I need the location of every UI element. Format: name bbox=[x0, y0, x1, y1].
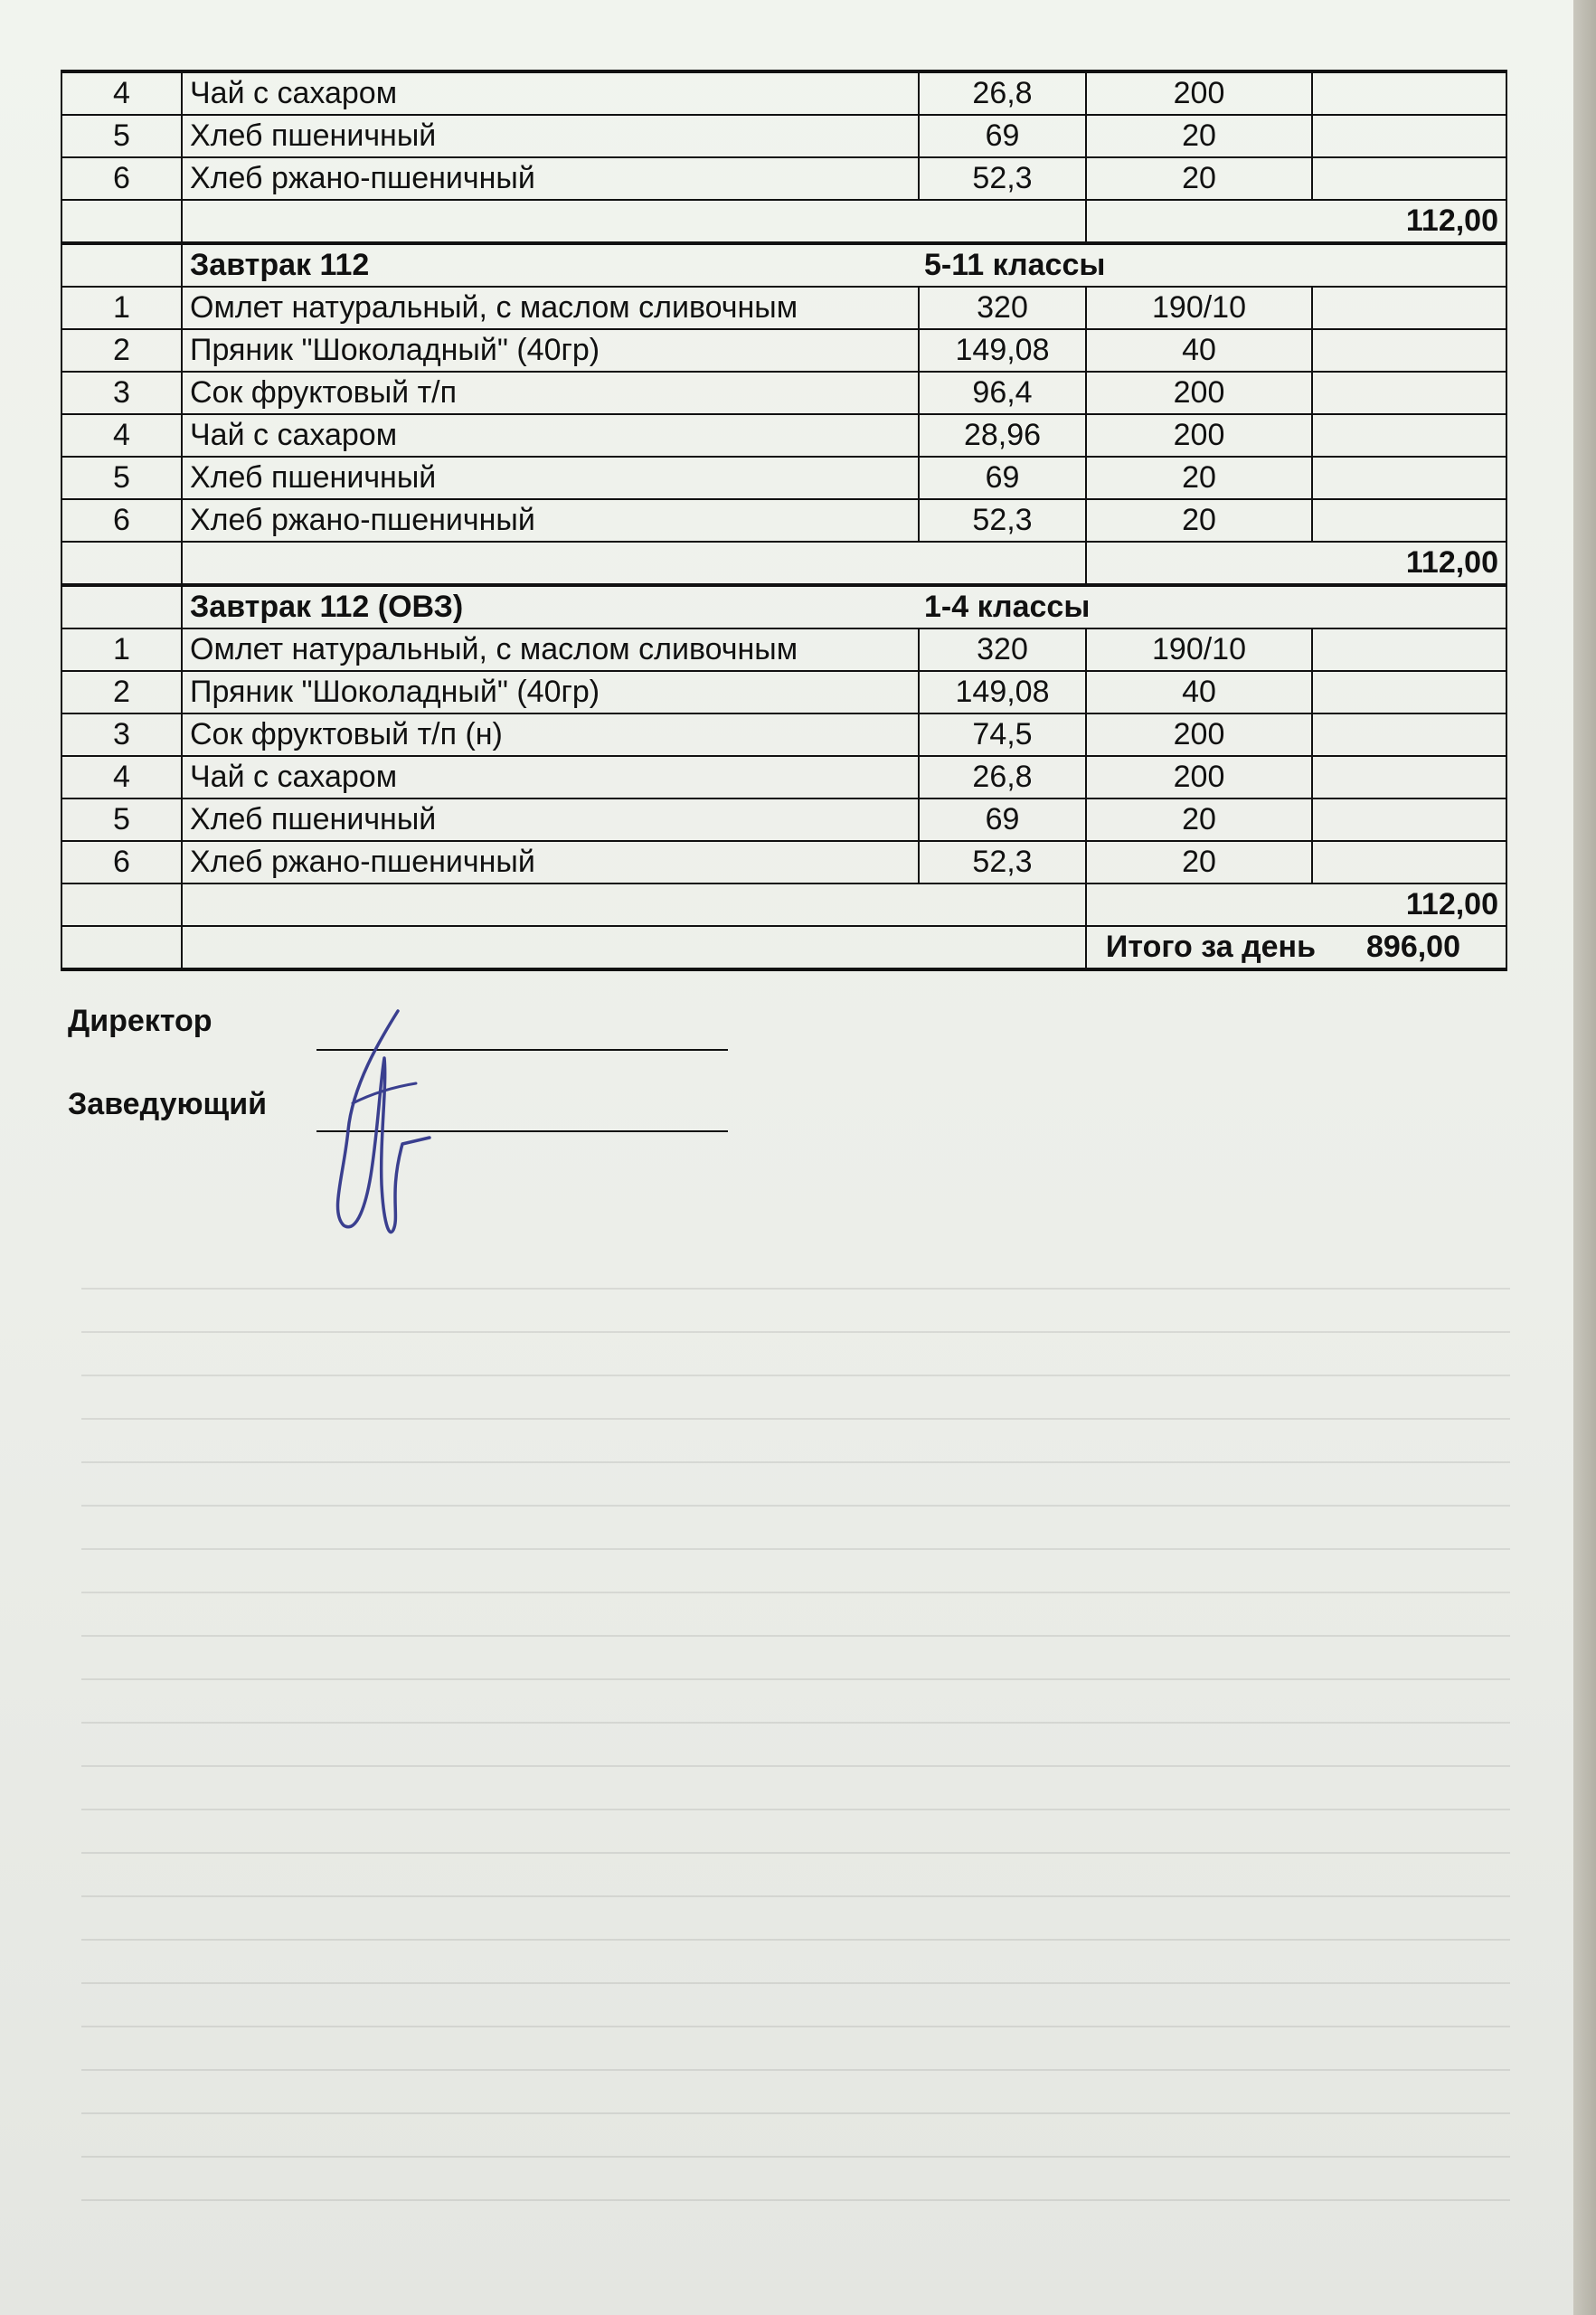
row-number: 1 bbox=[61, 287, 182, 329]
table-row bbox=[61, 841, 1506, 883]
dish-price: 96,4 bbox=[919, 372, 1086, 414]
subtotal-row bbox=[61, 542, 1506, 585]
dish-price: 69 bbox=[919, 457, 1086, 499]
table-row bbox=[61, 414, 1506, 457]
group-header-row bbox=[61, 585, 1506, 628]
empty-cell bbox=[1312, 115, 1506, 157]
table-row bbox=[61, 329, 1506, 372]
empty-cell bbox=[1312, 671, 1506, 713]
empty-cell bbox=[1312, 713, 1506, 756]
dish-weight: 20 bbox=[1086, 841, 1312, 883]
handwritten-signature bbox=[316, 1004, 452, 1248]
dish-weight: 20 bbox=[1086, 457, 1312, 499]
subtotal-value: 112,00 bbox=[1086, 883, 1506, 926]
table-row bbox=[61, 798, 1506, 841]
dish-price: 320 bbox=[919, 287, 1086, 329]
dish-weight: 20 bbox=[1086, 115, 1312, 157]
table-row bbox=[61, 756, 1506, 798]
table-row bbox=[61, 287, 1506, 329]
row-number: 5 bbox=[61, 115, 182, 157]
director-label: Директор bbox=[68, 1004, 212, 1038]
day-total bbox=[1086, 926, 1506, 969]
dish-price: 26,8 bbox=[919, 756, 1086, 798]
empty-cell bbox=[1312, 71, 1506, 115]
row-number: 4 bbox=[61, 71, 182, 115]
row-number: 6 bbox=[61, 841, 182, 883]
dish-name: Омлет натуральный, с маслом сливочным bbox=[182, 287, 919, 329]
dish-price: 52,3 bbox=[919, 841, 1086, 883]
dish-price: 52,3 bbox=[919, 499, 1086, 542]
empty-cell bbox=[1312, 756, 1506, 798]
group-title: Завтрак 112 (ОВЗ) bbox=[190, 590, 464, 624]
group-title: Завтрак 112 bbox=[190, 248, 370, 282]
empty-cell bbox=[1312, 287, 1506, 329]
dish-weight: 20 bbox=[1086, 798, 1312, 841]
day-total-row bbox=[61, 926, 1506, 969]
table-row bbox=[61, 499, 1506, 542]
dish-name: Сок фруктовый т/п (н) bbox=[182, 713, 919, 756]
dish-weight: 200 bbox=[1086, 756, 1312, 798]
dish-name: Пряник "Шоколадный" (40гр) bbox=[182, 329, 919, 372]
empty-cell bbox=[1312, 414, 1506, 457]
dish-price: 149,08 bbox=[919, 671, 1086, 713]
dish-price: 320 bbox=[919, 628, 1086, 671]
dish-name: Хлеб ржано-пшеничный bbox=[182, 841, 919, 883]
manager-label: Заведующий bbox=[68, 1087, 268, 1121]
subtotal-value: 112,00 bbox=[1086, 542, 1506, 585]
empty-cell bbox=[182, 883, 1086, 926]
dish-name: Хлеб пшеничный bbox=[182, 457, 919, 499]
dish-weight: 200 bbox=[1086, 414, 1312, 457]
dish-weight: 190/10 bbox=[1086, 287, 1312, 329]
subtotal-row bbox=[61, 883, 1506, 926]
dish-price: 28,96 bbox=[919, 414, 1086, 457]
empty-cell bbox=[182, 542, 1086, 585]
group-header bbox=[182, 585, 1506, 628]
empty-cell bbox=[182, 200, 1086, 243]
row-number: 3 bbox=[61, 713, 182, 756]
row-number: 1 bbox=[61, 628, 182, 671]
empty-cell bbox=[61, 585, 182, 628]
group-grades: 5-11 классы bbox=[924, 248, 1106, 282]
dish-price: 74,5 bbox=[919, 713, 1086, 756]
table-row bbox=[61, 713, 1506, 756]
dish-price: 149,08 bbox=[919, 329, 1086, 372]
empty-cell bbox=[1312, 628, 1506, 671]
row-number: 6 bbox=[61, 157, 182, 200]
day-total-label: Итого за день bbox=[1105, 930, 1316, 964]
dish-price: 69 bbox=[919, 115, 1086, 157]
empty-cell bbox=[61, 926, 182, 969]
dish-weight: 200 bbox=[1086, 71, 1312, 115]
reverse-side-bleed-through bbox=[81, 1248, 1510, 2243]
empty-cell bbox=[1312, 157, 1506, 200]
empty-cell bbox=[182, 926, 1086, 969]
dish-price: 52,3 bbox=[919, 157, 1086, 200]
row-number: 2 bbox=[61, 671, 182, 713]
table-row bbox=[61, 372, 1506, 414]
empty-cell bbox=[1312, 841, 1506, 883]
subtotal-value: 112,00 bbox=[1086, 200, 1506, 243]
row-number: 3 bbox=[61, 372, 182, 414]
empty-cell bbox=[61, 883, 182, 926]
dish-name: Хлеб ржано-пшеничный bbox=[182, 499, 919, 542]
dish-price: 69 bbox=[919, 798, 1086, 841]
table-row bbox=[61, 157, 1506, 200]
group-header bbox=[182, 243, 1506, 287]
day-total-value: 896,00 bbox=[1366, 930, 1460, 964]
group-grades: 1-4 классы bbox=[924, 590, 1091, 624]
dish-weight: 190/10 bbox=[1086, 628, 1312, 671]
dish-name: Сок фруктовый т/п bbox=[182, 372, 919, 414]
row-number: 2 bbox=[61, 329, 182, 372]
dish-price: 26,8 bbox=[919, 71, 1086, 115]
dish-name: Чай с сахаром bbox=[182, 71, 919, 115]
dish-weight: 20 bbox=[1086, 499, 1312, 542]
dish-name: Хлеб пшеничный bbox=[182, 798, 919, 841]
group-header-row bbox=[61, 243, 1506, 287]
paper-edge-background bbox=[1573, 0, 1596, 2315]
table-row bbox=[61, 115, 1506, 157]
empty-cell bbox=[1312, 499, 1506, 542]
dish-weight: 20 bbox=[1086, 157, 1312, 200]
dish-name: Хлеб пшеничный bbox=[182, 115, 919, 157]
empty-cell bbox=[1312, 798, 1506, 841]
dish-name: Пряник "Шоколадный" (40гр) bbox=[182, 671, 919, 713]
table-row bbox=[61, 457, 1506, 499]
dish-name: Чай с сахаром bbox=[182, 414, 919, 457]
table-row bbox=[61, 628, 1506, 671]
row-number: 6 bbox=[61, 499, 182, 542]
row-number: 4 bbox=[61, 756, 182, 798]
empty-cell bbox=[61, 243, 182, 287]
dish-weight: 40 bbox=[1086, 329, 1312, 372]
table-row bbox=[61, 671, 1506, 713]
row-number: 5 bbox=[61, 457, 182, 499]
row-number: 5 bbox=[61, 798, 182, 841]
dish-name: Хлеб ржано-пшеничный bbox=[182, 157, 919, 200]
table-row bbox=[61, 71, 1506, 115]
dish-weight: 200 bbox=[1086, 713, 1312, 756]
empty-cell bbox=[61, 200, 182, 243]
dish-name: Чай с сахаром bbox=[182, 756, 919, 798]
menu-table bbox=[61, 70, 1507, 971]
empty-cell bbox=[61, 542, 182, 585]
subtotal-row bbox=[61, 200, 1506, 243]
dish-weight: 200 bbox=[1086, 372, 1312, 414]
dish-name: Омлет натуральный, с маслом сливочным bbox=[182, 628, 919, 671]
empty-cell bbox=[1312, 457, 1506, 499]
row-number: 4 bbox=[61, 414, 182, 457]
dish-weight: 40 bbox=[1086, 671, 1312, 713]
empty-cell bbox=[1312, 372, 1506, 414]
empty-cell bbox=[1312, 329, 1506, 372]
